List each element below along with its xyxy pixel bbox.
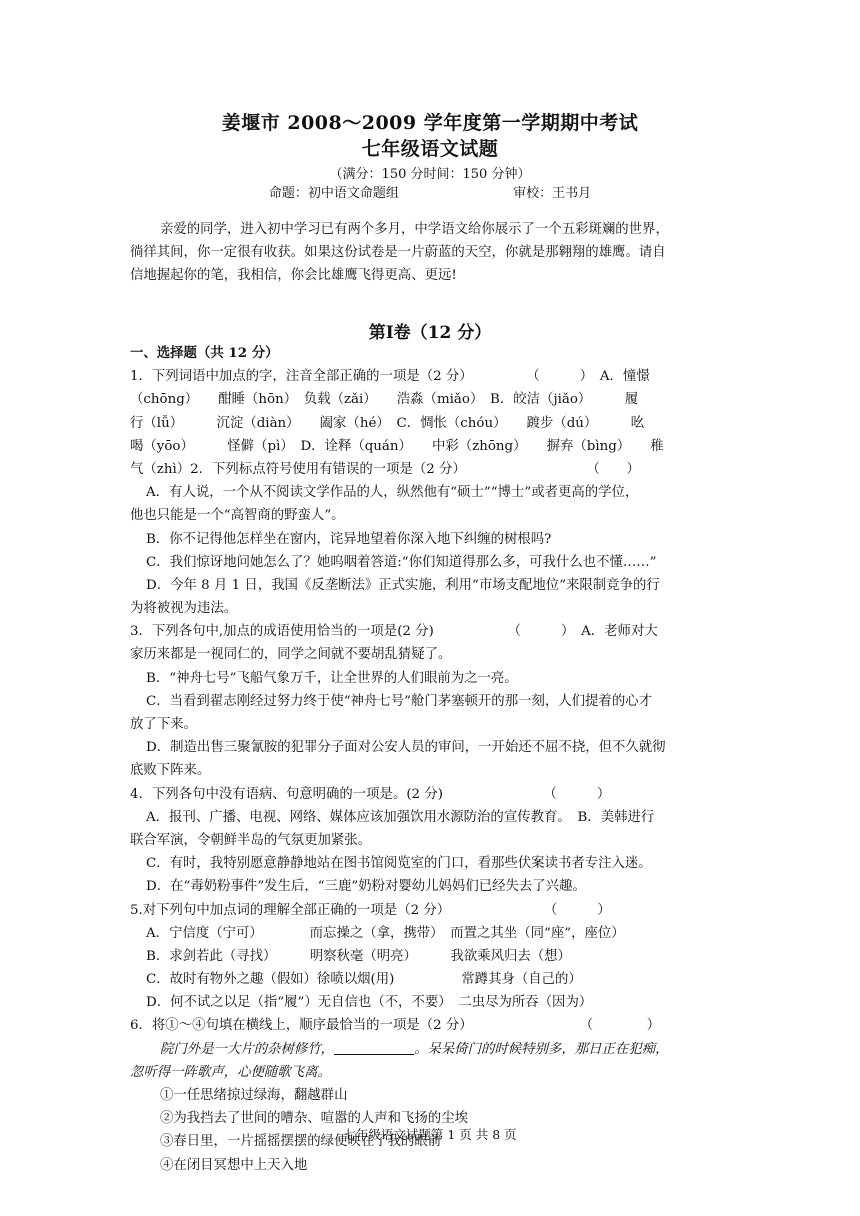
- question-line: D．今年 8 月 1 日，我国《反垄断法》正式实施，利用“市场支配地位”来限制竞争的行: [146, 577, 660, 593]
- questions: [130, 342, 730, 1177]
- question-line: B．你不记得他怎样坐在窗内，诧异地望着你深入地下纠缠的树根吗?: [146, 531, 552, 547]
- q6-option: ②为我挡去了世间的嘈杂、喧嚣的人声和飞扬的尘埃: [160, 1111, 468, 1127]
- q6-option: ③春日里，一片摇摇摆摆的绿便映在了我的眼前: [160, 1134, 442, 1150]
- q6-passage-line2: 忽听得一阵歌声，心便随歌飞离。: [130, 1064, 331, 1080]
- q6-passage: [130, 1038, 730, 1061]
- section-heading: 一、选择题（共 12 分）: [130, 345, 279, 361]
- q6-option: ①一任思绪掠过绿海，翻越群山: [160, 1088, 348, 1103]
- author-line: [0, 182, 860, 201]
- volume-title: 第Ⅰ卷（12 分）: [368, 323, 492, 343]
- question-line: 喝（yōo） 怪僻（pì） D．诠释（quán） 中彩（zhōng） 摒弃（bìng） 稚: [130, 438, 664, 454]
- question-line: 为将被视为违法。: [130, 601, 238, 617]
- question-line: B．“神舟七号”飞船气象万千，让全世界的人们眼前为之一亮。: [146, 670, 518, 686]
- question-line: C．故时有物外之趣（假如）徐喷以烟(用) 常蹲其身（自己的）: [146, 972, 582, 988]
- intro-line: 徜徉其间，你一定很有收获。如果这份试卷是一片蔚蓝的天空，你就是那翱翔的雄鹰。请自: [130, 245, 666, 261]
- question-line: D．制造出售三聚氰胺的犯罪分子面对公安人员的审问，一开始还不屈不挠，但不久就彻: [146, 740, 666, 756]
- intro-paragraph: [130, 218, 730, 288]
- question-line: 放了下来。: [130, 717, 197, 732]
- question-line: 家历来都是一视同仁的，同学之间就不要胡乱猜疑了。: [130, 647, 452, 663]
- q6-passage-after: 。呆呆倚门的时候特别多，那日正在犯痴，: [414, 1041, 669, 1057]
- q6-answer-blank[interactable]: [334, 1040, 414, 1055]
- question-line: D．在“毒奶粉事件”发生后，“三鹿”奶粉对婴幼儿妈妈们已经失去了兴趣。: [146, 879, 586, 895]
- score-time: （满分：150 分时间：150 分钟）: [329, 167, 531, 182]
- intro-line: 信地握起你的笔，我相信，你会比雄鹰飞得更高、更远!: [130, 268, 457, 284]
- reviewer: 审校：王书月: [513, 186, 592, 201]
- author: 命题：初中语文命题组: [268, 186, 399, 201]
- question-line: 他也只能是一个“高智商的野蛮人”。: [130, 508, 345, 524]
- question-line: 6．将①～④句填在横线上，顺序最恰当的一项是（2 分） （ ）: [130, 1018, 661, 1034]
- q6-passage-before: 院门外是一大片的杂树修竹，: [160, 1041, 335, 1057]
- question-line: B．求剑若此（寻找） 明察秋毫（明亮） 我欲乘风归去（想）: [146, 948, 571, 964]
- question-line: A．报刊、广播、电视、网络、媒体应该加强饮用水源防治的宣传教育。 B．美韩进行: [146, 809, 655, 825]
- question-line: 3．下列各句中,加点的成语使用恰当的一项是(2 分) （ ） A．老师对大: [130, 624, 658, 640]
- question-line: 行（lǚ） 沉淀（diàn） 阖家（hé） C．惆怅（chóu） 踱步（dú） 吆: [130, 415, 645, 431]
- page-footer: 七年级语文试题第 1 页 共 8 页: [343, 1127, 517, 1142]
- question-line: 气（zhì）2．下列标点符号使用有错误的一项是（2 分） （ ）: [130, 461, 640, 477]
- question-line: C．我们惊讶地问她怎么了？她呜咽着答道:“你们知道得那么多，可我什么也不懂……”: [146, 554, 657, 570]
- intro-line: 亲爱的同学，进入初中学习已有两个多月，中学语文给你展示了一个五彩斑斓的世界，: [160, 222, 669, 237]
- exam-subtitle: 七年级语文试题: [361, 138, 499, 160]
- question-line: C．有时，我特别愿意静静地站在图书馆阅览室的门口，看那些伏案读书者专注入迷。: [146, 856, 652, 872]
- question-line: 联合军演，令朝鲜半岛的气氛更加紧张。: [130, 832, 372, 848]
- question-line: C．当看到翟志刚经过努力终于使“神舟七号”舱门茅塞顿开的那一刻，人们提着的心才: [146, 693, 652, 709]
- question-line: A．有人说，一个从不阅读文学作品的人，纵然他有“硕士”“博士”或者更高的学位，: [146, 485, 639, 501]
- question-line: 1．下列词语中加点的字，注音全部正确的一项是（2 分） （ ） A．憧憬: [130, 369, 650, 385]
- exam-title: 姜堰市 2008～2009 学年度第一学期期中考试: [221, 112, 639, 134]
- q6-option: ④在闭目冥想中上天入地: [160, 1157, 308, 1173]
- question-line: 4．下列各句中没有语病、句意明确的一项是。(2 分) （ ）: [130, 786, 611, 802]
- question-line: （chōng） 酣睡（hōn） 负载（zǎi） 浩淼（miǎo） B．皎洁（jiǎo） 履: [130, 392, 639, 408]
- question-line: A．宁信度（宁可） 而忘操之（拿，携带） 而置之其坐（同“座”，座位）: [146, 925, 625, 941]
- question-line: 底败下阵来。: [130, 763, 211, 779]
- question-line: D．何不试之以足（指“履”）无自信也（不，不要） 二虫尽为所吞（因为）: [146, 995, 593, 1011]
- question-line: 5.对下列句中加点词的理解全部正确的一项是（2 分） （ ）: [130, 902, 611, 918]
